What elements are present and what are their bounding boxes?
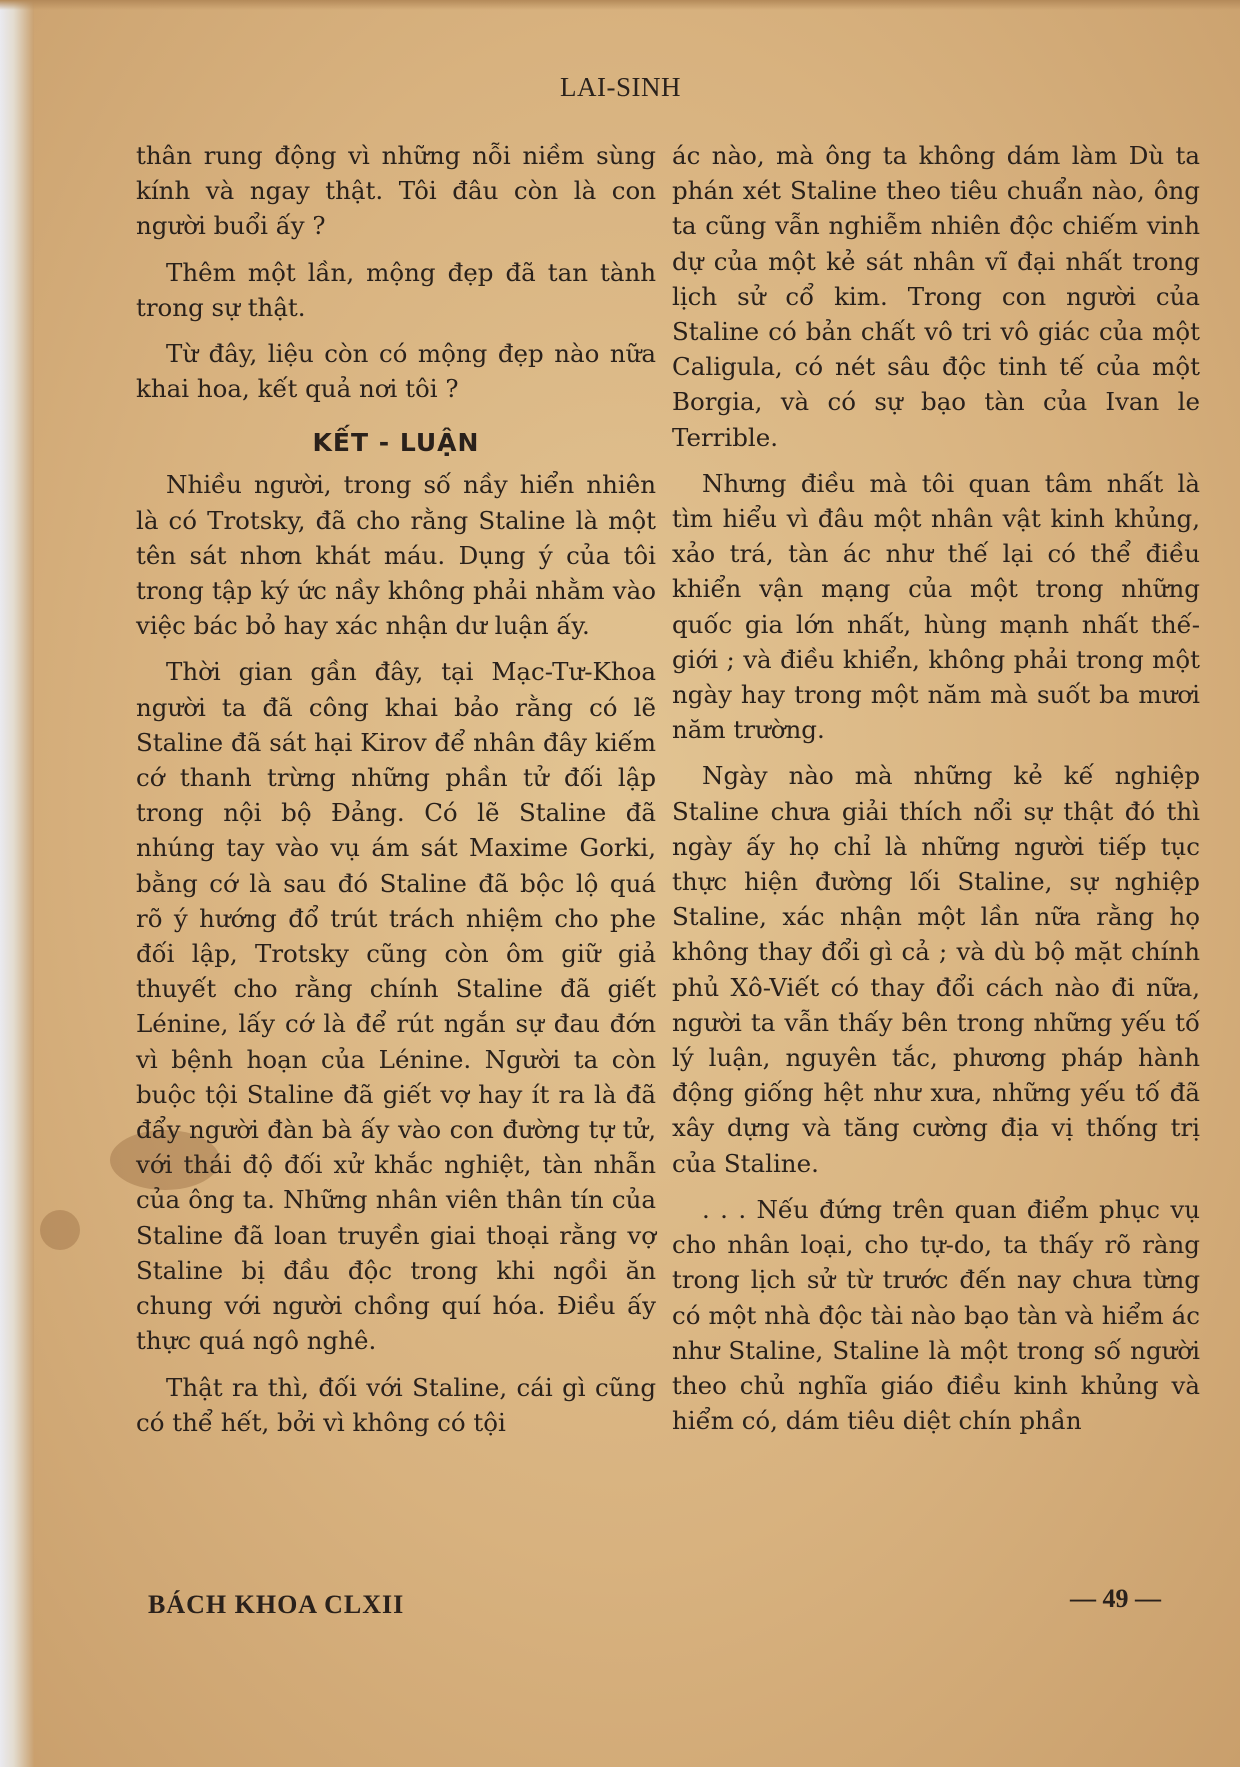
- paragraph: ác nào, mà ông ta không dám làm Dù ta phán xét Staline theo tiêu chuẩn nào, ông ta cũng vẫn nghiễm nhiên độc chiếm vinh dự của một kẻ sát nhân vĩ đại nhất trong lịch sử cổ kim. Trong con người của Staline có bản chất vô tri vô giác của một Caligula, có nét sâu độc tinh tế của một Borgia, và có sự bạo tàn của Ivan le Terrible.: [672, 141, 1200, 452]
- paragraph: Nhiều người, trong số nầy hiển nhiên là có Trotsky, đã cho rằng Staline là một tên sát nhơn khát máu. Dụng ý của tôi trong tập ký ức nầy không phải nhằm vào việc bác bỏ hay xác nhận dư luận ấy.: [136, 470, 656, 641]
- publication-title: BÁCH KHOA CLXII: [148, 1590, 405, 1619]
- running-head: LAI-SINH: [560, 72, 681, 102]
- left-column: [136, 138, 656, 1451]
- paragraph: Từ đây, liệu còn có mộng đẹp nào nữa khai hoa, kết quả nơi tôi ?: [136, 339, 656, 404]
- page-number: — 49 —: [1070, 1584, 1161, 1613]
- paragraph: . . . Nếu đứng trên quan điểm phục vụ cho nhân loại, cho tự-do, ta thấy rõ ràng trong lịch sử từ trước đến nay chưa từng có một nhà độc tài nào bạo tàn và hiểm ác như Staline, Staline là một trong số người theo chủ nghĩa giáo điều kinh khủng và hiểm có, dám tiêu diệt chín phần: [672, 1194, 1200, 1436]
- paragraph: Ngày nào mà những kẻ kế nghiệp Staline chưa giải thích nổi sự thật đó thì ngày ấy họ chỉ là những người tiếp tục thực hiện đường lối Staline, sự nghiệp Staline, xác nhận một lần nữa rằng họ không thay đổi gì cả ; và dù bộ mặt chính phủ Xô-Viết có thay đổi cách nào đi nữa, người ta vẫn thấy bên trong những yếu tố lý luận, nguyên tắc, phương pháp hành động giống hệt như xưa, những yếu tố đã xây dựng và tăng cường địa vị thống trị của Staline.: [672, 761, 1200, 1178]
- right-column: [672, 138, 1200, 1449]
- paragraph: thân rung động vì những nỗi niềm sùng kính và ngay thật. Tôi đâu còn là con người buổi ấy ?: [136, 141, 656, 241]
- paragraph: Thêm một lần, mộng đẹp đã tan tành trong sự thật.: [136, 257, 656, 322]
- paragraph: Thời gian gần đây, tại Mạc-Tư-Khoa người ta đã công khai bảo rằng có lẽ Staline đã sát hại Kirov để nhân đây kiếm cớ thanh trừng những phần tử đối lập trong nội bộ Đảng. Có lẽ Staline đã nhúng tay vào vụ ám sát Maxime Gorki, bằng cớ là sau đó Staline đã bộc lộ quá rõ ý hướng đổ trút trách nhiệm cho phe đối lập, Trotsky cũng còn ôm giữ giả thuyết cho rằng chính Staline đã giết Lénine, lấy cớ là để rút ngắn sự đau đớn vì bệnh hoạn của Lénine. Người ta còn buộc tội Staline đã giết vợ hay ít ra là đã đẩy người đàn bà ấy vào con đường tự tử, với thái độ đối xử khắc nghiệt, tàn nhẫn của ông ta. Những nhân viên thân tín của Staline đã loan truyền giai thoại rằng vợ Staline bị đầu độc trong khi ngồi ăn chung với người chồng quí hóa. Điều ấy thực quá ngô nghê.: [136, 657, 656, 1356]
- page-top-edge: [0, 0, 1240, 10]
- section-heading: KẾT - LUẬN: [312, 428, 480, 458]
- paragraph: Thật ra thì, đối với Staline, cái gì cũng có thể hết, bởi vì không có tội: [136, 1372, 656, 1437]
- torn-left-edge: [0, 0, 34, 1767]
- stain-mark: [40, 1210, 80, 1250]
- paragraph: Nhưng điều mà tôi quan tâm nhất là tìm hiểu vì đâu một nhân vật kinh khủng, xảo trá, tàn ác như thế lại có thể điều khiển vận mạng của một trong những quốc gia lớn nhất, hùng mạnh nhất thế-giới ; và điều khiển, không phải trong một ngày hay trong một năm mà suốt ba mươi năm trường.: [672, 468, 1200, 745]
